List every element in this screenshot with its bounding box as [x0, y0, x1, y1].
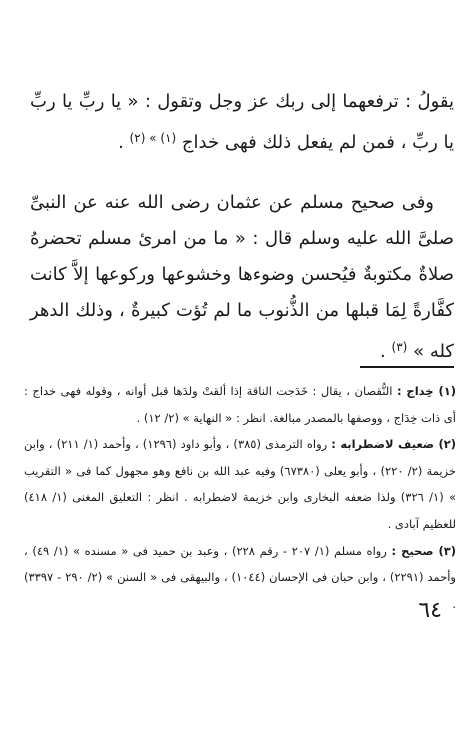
footnote-2-heading: (٢) ضعيف لاضطرابه :	[331, 437, 457, 452]
footnote-refs-1-2: (١) » (٢)	[129, 131, 177, 145]
footnote-1-heading: (١) خِداج :	[396, 384, 457, 398]
paragraph-2	[30, 185, 454, 370]
footnote-1-text: النُّقصان ، يقال : خَدَجت الناقة إذا ألقتْ ولدَها قبل أوانه ، وقوله فهى خداج : أى ذات خِدَاج ، ووصفها بالمصدر مبالغة. انظر : « النهاية » (٢/ ١٢) .	[24, 384, 456, 425]
footnote-2-text: رواه الترمذى (٣٨٥) ، وأبو داود (١٢٩٦) ، وأحمد (١/ ٢١١) ، وابن خزيمة (٢/ ٢٢٠) ، وأبو يعلى (٦٧٣٨٠) وفيه عبد الله بن نافع وهو مجهول كما فى « التقريب » (١/ ٣٢٦) ولذا ضعفه البخارى وابن خزيمة لاضطرابه . انظر : التعليق المغنى (١/ ٤١٨) للعظيم آبادى .	[24, 437, 457, 531]
footnote-separator	[360, 366, 454, 368]
footnote-3-heading: (٣) صحيح :	[391, 543, 456, 558]
footnote-3-text: رواه مسلم (١/ ٢٠٧ - رقم ٢٢٨) ، وعبد بن حميد فى « مسنده » (١/ ٤٩) ، وأحمد (٢٢٩١) ، وابن حبان فى الإحسان (١٠٤٤) ، والبيهقى فى « السنن » (٢/ ٢٩٠ - ٣٣٩٧) .	[24, 543, 456, 611]
page-number: ٦٤	[418, 598, 442, 623]
footnote-1	[24, 378, 456, 431]
footnote-3	[24, 538, 456, 618]
paragraph-2-end: .	[380, 341, 386, 362]
paragraph-1	[30, 84, 454, 161]
footnotes	[24, 378, 456, 617]
footnote-ref-3: (٣)	[391, 340, 408, 354]
footnote-2	[24, 431, 456, 537]
paragraph-1-end: .	[118, 132, 124, 153]
main-text	[30, 84, 454, 370]
paragraph-1-text: يقولُ : ترفعهما إلى ربك عز وجل وتقول : « يا ربِّ يا ربِّ يا ربِّ ، فمن لم يفعل ذلك فهى خداج	[30, 91, 454, 153]
paragraph-2-text: وفى صحيح مسلم عن عثمان رضى الله عنه عن النبىِّ صلىَّ الله عليه وسلم قال : « ما من امرئ مسلم تحضرهُ صلاةٌ مكتوبةٌ فيُحسن وضوءها وخشوعها وركوعها إلاَّ كانت كفَّارةً لِمَا قبلها من الذُّنوب ما لم تُؤت كبيرةٌ ، وذلك الدهر كله »	[30, 192, 454, 362]
